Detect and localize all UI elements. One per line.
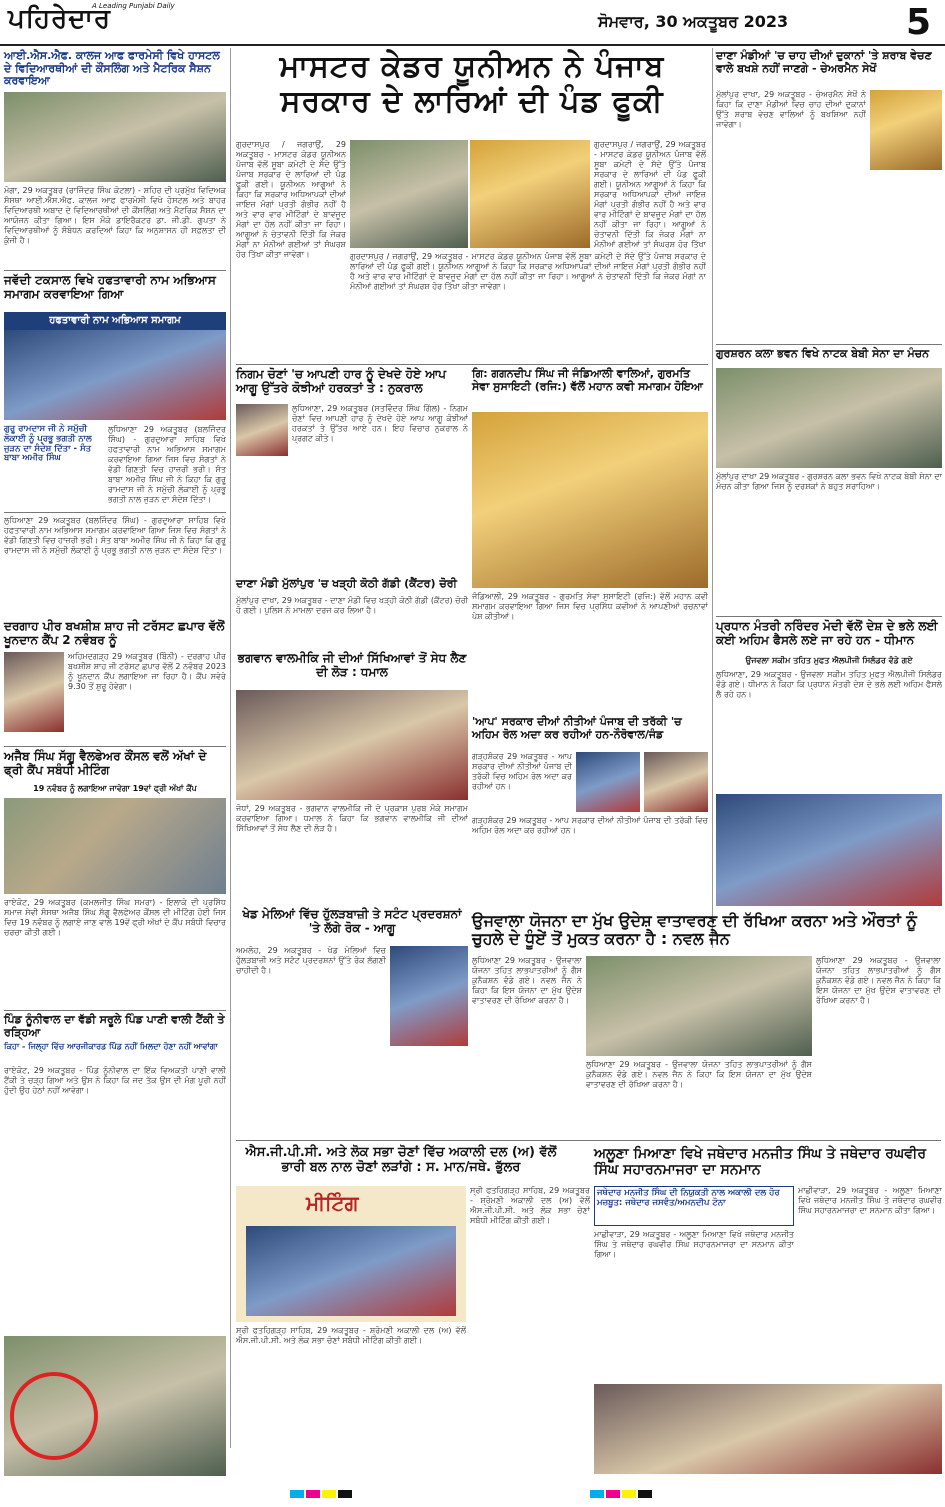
- headline-center-6: ਖੇਡ ਮੇਲਿਆਂ ਵਿੱਚ ਹੁੱਲੜਬਾਜ਼ੀ ਤੇ ਸਟੰਟ ਪ੍ਰਦਰਸ਼ਨਾਂ 'ਤੇ ਲੱਗੇ ਰੋਕ - ਆਗੂ: [242, 907, 462, 935]
- article-body: ਲੁਧਿਆਣਾ 29 ਅਕਤੂਬਰ - ਉਜਵਾਲਾ ਯੋਜਨਾ ਤਹਿਤ ਲਾਭਪਾਤਰੀਆਂ ਨੂੰ ਗੈਸ ਕੁਨੈਕਸ਼ਨ ਵੰਡੇ ਗਏ। ਨਵਲ ਜੈਨ ਨੇ ਕਿਹਾ ਕਿ ਇਸ ਯੋਜਨਾ ਦਾ ਮੁੱਖ ਉਦੇਸ਼ ਵਾਤਾਵਰਣ ਦੀ ਰੱਖਿਆ ਕਰਨਾ ਹੈ।: [816, 956, 941, 1005]
- masthead: [0, 0, 945, 46]
- headline-left-4: ਅਜੈਬ ਸਿੰਘ ਸੱਗੂ ਵੈਲਫੇਅਰ ਕੌਂਸਲ ਵਲੋਂ ਅੱਖਾਂ ਦੇ ਫ੍ਰੀ ਕੈਂਪ ਸਬੰਧੀ ਮੀਟਿੰਗ: [4, 749, 207, 777]
- photo-meeting-poster: [236, 1186, 466, 1322]
- rule: [236, 364, 708, 365]
- rule: [236, 1140, 941, 1141]
- article-body: ਗੁਰਦਾਸਪੁਰ / ਜਗਰਾਉਂ, 29 ਅਕਤੂਬਰ - ਮਾਸਟਰ ਕੇਡਰ ਯੂਨੀਅਨ ਪੰਜਾਬ ਵੱਲੋਂ ਸੂਬਾ ਕਮੇਟੀ ਦੇ ਸੱਦੇ ਉੱਤੇ ਪੰਜਾਬ ਸਰਕਾਰ ਦੇ ਲਾਰਿਆਂ ਦੀ ਪੰਡ ਫੂਕੀ ਗਈ। ਯੂਨੀਅਨ ਆਗੂਆਂ ਨੇ ਕਿਹਾ ਕਿ ਸਰਕਾਰ ਅਧਿਆਪਕਾਂ ਦੀਆਂ ਜਾਇਜ਼ ਮੰਗਾਂ ਪ੍ਰਤੀ ਗੰਭੀਰ ਨਹੀਂ ਹੈ ਅਤੇ ਵਾਰ ਵਾਰ ਮੀਟਿੰਗਾਂ ਦੇ ਬਾਵਜੂਦ ਮੰਗਾਂ ਦਾ ਹੱਲ ਨਹੀਂ ਕੀਤਾ ਜਾ ਰਿਹਾ। ਆਗੂਆਂ ਨੇ ਚੇਤਾਵਨੀ ਦਿੱਤੀ ਕਿ ਜੇਕਰ ਮੰਗਾਂ ਨਾ ਮੰਨੀਆਂ ਗਈਆਂ ਤਾਂ ਸੰਘਰਸ਼ ਹੋਰ ਤਿੱਖਾ ਕੀਤਾ ਜਾਵੇਗਾ।: [350, 252, 706, 291]
- article-body: ਗੁਰਦਾਸਪੁਰ / ਜਗਰਾਉਂ, 29 ਅਕਤੂਬਰ - ਮਾਸਟਰ ਕੇਡਰ ਯੂਨੀਅਨ ਪੰਜਾਬ ਵੱਲੋਂ ਸੂਬਾ ਕਮੇਟੀ ਦੇ ਸੱਦੇ ਉੱਤੇ ਪੰਜਾਬ ਸਰਕਾਰ ਦੇ ਲਾਰਿਆਂ ਦੀ ਪੰਡ ਫੂਕੀ ਗਈ। ਯੂਨੀਅਨ ਆਗੂਆਂ ਨੇ ਕਿਹਾ ਕਿ ਸਰਕਾਰ ਅਧਿਆਪਕਾਂ ਦੀਆਂ ਜਾਇਜ਼ ਮੰਗਾਂ ਪ੍ਰਤੀ ਗੰਭੀਰ ਨਹੀਂ ਹੈ ਅਤੇ ਵਾਰ ਵਾਰ ਮੀਟਿੰਗਾਂ ਦੇ ਬਾਵਜੂਦ ਮੰਗਾਂ ਦਾ ਹੱਲ ਨਹੀਂ ਕੀਤਾ ਜਾ ਰਿਹਾ। ਆਗੂਆਂ ਨੇ ਚੇਤਾਵਨੀ ਦਿੱਤੀ ਕਿ ਜੇਕਰ ਮੰਗਾਂ ਨਾ ਮੰਨੀਆਂ ਗਈਆਂ ਤਾਂ ਸੰਘਰਸ਼ ਹੋਰ ਤਿੱਖਾ: [594, 140, 706, 248]
- rule: [716, 344, 942, 345]
- article-body: ਲੁਧਿਆਣਾ 29 ਅਕਤੂਬਰ (ਬਲਜਿੰਦਰ ਸਿੰਘ) - ਗੁਰਦੁਆਰਾ ਸਾਹਿਬ ਵਿਖੇ ਹਫਤਾਵਾਰੀ ਨਾਮ ਅਭਿਆਸ ਸਮਾਗਮ ਕਰਵਾਇਆ ਗਿਆ ਜਿਸ ਵਿਚ ਸੰਗਤਾਂ ਨੇ ਵੱਡੀ ਗਿਣਤੀ ਵਿਚ ਹਾਜ਼ਰੀ ਭਰੀ। ਸੰਤ ਬਾਬਾ ਅਮੀਰ ਸਿੰਘ ਜੀ ਨੇ ਕਿਹਾ ਕਿ ਗੁਰੂ ਰਾਮਦਾਸ ਜੀ ਨੇ ਸਮੁੱਚੀ ਲੋਕਾਈ ਨੂੰ ਪ੍ਰਭੂ ਭਗਤੀ ਨਾਲ ਜੁੜਨ ਦਾ ਸੰਦੇਸ਼ ਦਿੱਤਾ।: [108, 425, 226, 504]
- article-body: ਸ੍ਰੀ ਫਤਹਿਗੜ੍ਹ ਸਾਹਿਬ, 29 ਅਕਤੂਬਰ - ਸ਼੍ਰੋਮਣੀ ਅਕਾਲੀ ਦਲ (ਅ) ਵੱਲੋਂ ਐਸ.ਜੀ.ਪੀ.ਸੀ. ਅਤੇ ਲੋਕ ਸਭਾ ਚੋਣਾਂ ਸਬੰਧੀ ਮੀਟਿੰਗ ਕੀਤੀ ਗਈ।: [236, 1326, 466, 1345]
- column-rule: [230, 48, 231, 1448]
- article-body: ਰਾਏਕੋਟ, 29 ਅਕਤੂਬਰ (ਕਮਲਜੀਤ ਸਿੰਘ ਸਮਰਾ) - ਇਲਾਕੇ ਦੀ ਪ੍ਰਸਿੱਧ ਸਮਾਜ ਸੇਵੀ ਸੰਸਥਾ ਅਜੈਬ ਸਿੰਘ ਸੱਗੂ ਵੈਲਫੇਅਰ ਕੌਂਸਲ ਦੀ ਮੀਟਿੰਗ ਹੋਈ ਜਿਸ ਵਿਚ 19 ਨਵੰਬਰ ਨੂੰ ਲਗਾਏ ਜਾਣ ਵਾਲੇ 19ਵੇਂ ਫ੍ਰੀ ਅੱਖਾਂ ਦੇ ਕੈਂਪ ਸਬੰਧੀ ਵਿਚਾਰ ਚਰਚਾ ਕੀਤੀ ਗਈ।: [4, 898, 226, 937]
- article-body: ਮੁੱਲਾਂਪੁਰ ਦਾਖਾ, 29 ਅਕਤੂਬਰ - ਚੇਅਰਮੈਨ ਸੇਖੋਂ ਨੇ ਕਿਹਾ ਕਿ ਦਾਣਾ ਮੰਡੀਆਂ ਵਿਚ ਚਾਹ ਦੀਆਂ ਦੁਕਾਨਾਂ ਉੱਤੇ ਸ਼ਰਾਬ ਵੇਚਣ ਵਾਲਿਆਂ ਨੂੰ ਬਖਸ਼ਿਆ ਨਹੀਂ ਜਾਵੇਗਾ।: [716, 90, 866, 129]
- rule: [4, 1010, 226, 1011]
- rule: [4, 746, 226, 747]
- headline-center-1: ਨਿਗਮ ਚੋਣਾਂ 'ਚ ਆਪਣੀ ਹਾਰ ਨੂੰ ਦੇਖਦੇ ਹੋਏ ਆਪ ਆਗੂ ਉੱਤਰੇ ਕੋਝੀਆਂ ਹਰਕਤਾਂ ਤੇ : ਨੁਕਰਾਲ: [236, 367, 446, 395]
- article-body: ਮਾਛੀਵਾੜਾ, 29 ਅਕਤੂਬਰ - ਅਲੂਣਾ ਮਿਆਣਾ ਵਿਖੇ ਜਥੇਦਾਰ ਮਨਜੀਤ ਸਿੰਘ ਤੇ ਜਥੇਦਾਰ ਰਘਵੀਰ ਸਿੰਘ ਸਹਾਰਨਮਾਜਰਾ ਦਾ ਸਨਮਾਨ ਕੀਤਾ ਗਿਆ।: [798, 1186, 942, 1215]
- headline-center-4: ਭਗਵਾਨ ਵਾਲਮੀਕਿ ਜੀ ਦੀਆਂ ਸਿੱਖਿਆਵਾਂ ਤੋਂ ਸੇਧ ਲੈਣ ਦੀ ਲੋੜ : ਧਮਾਲ: [237, 651, 467, 679]
- rule: [4, 270, 226, 271]
- cmyk-magenta: [606, 1490, 620, 1498]
- photo-portrait: [644, 752, 708, 812]
- subheadline: 19 ਨਵੰਬਰ ਨੂੰ ਲਗਾਇਆ ਜਾਵੇਗਾ 19ਵਾਂ ਫ੍ਰੀ ਅੱਖਾਂ ਕੈਂਪ: [33, 784, 197, 793]
- newspaper-title: ਪਹਿਰੇਦਾਰ: [8, 4, 111, 34]
- photo-students: [4, 92, 226, 182]
- article-body: ਮਾਛੀਵਾੜਾ, 29 ਅਕਤੂਬਰ - ਅਲੂਣਾ ਮਿਆਣਾ ਵਿਖੇ ਜਥੇਦਾਰ ਮਨਜੀਤ ਸਿੰਘ ਤੇ ਜਥੇਦਾਰ ਰਘਵੀਰ ਸਿੰਘ ਸਹਾਰਨਮਾਜਰਾ ਦਾ ਸਨਮਾਨ ਕੀਤਾ ਗਿਆ।: [594, 1230, 794, 1259]
- cmyk-cyan: [590, 1490, 604, 1498]
- photo-protest-2: [470, 140, 590, 248]
- article-body: ਅਮਲੋਹ, 29 ਅਕਤੂਬਰ - ਖੇਡ ਮੇਲਿਆਂ ਵਿਚ ਹੁੱਲੜਬਾਜ਼ੀ ਅਤੇ ਸਟੰਟ ਪ੍ਰਦਰਸ਼ਨਾਂ ਉੱਤੇ ਰੋਕ ਲੱਗਣੀ ਚਾਹੀਦੀ ਹੈ।: [236, 946, 386, 975]
- photo-protest: [350, 140, 468, 248]
- caption: ਗੁਰੂ ਰਾਮਦਾਸ ਜੀ ਨੇ ਸਮੁੱਚੀ ਲੋਕਾਈ ਨੂੰ ਪ੍ਰਭੂ ਭਗਤੀ ਨਾਲ ਜੁੜਨ ਦਾ ਸੰਦੇਸ਼ ਦਿੱਤਾ - ਸੰਤ ਬਾਬਾ ਅਮੀਰ ਸਿੰਘ: [4, 424, 92, 464]
- headline-right-1: ਦਾਣਾ ਮੰਡੀਆਂ 'ਚ ਚਾਹ ਦੀਆਂ ਦੁਕਾਨਾਂ 'ਤੇ ਸ਼ਰਾਬ ਵੇਚਣ ਵਾਲੇ ਬਖਸ਼ੇ ਨਹੀਂ ਜਾਣਗੇ - ਚੇਅਰਮੈਨ ਸੇਖੋਂ: [716, 49, 932, 75]
- rule: [716, 616, 942, 617]
- photo-meeting: [4, 798, 226, 894]
- cmyk-cyan: [290, 1490, 304, 1498]
- headline-center-3: ਦਾਣਾ ਮੰਡੀ ਮੁੱਲਾਂਪੁਰ 'ਚ ਖੜ੍ਹੀ ਕੋਠੀ ਗੱਡੀ (ਕੈਂਟਰ) ਚੋਰੀ: [236, 577, 457, 590]
- article-body: ਅਹਿਮਦਗੜ੍ਹ 29 ਅਕਤੂਬਰ (ਬਿੰਨੀ) - ਦਰਗਾਹ ਪੀਰ ਬਖਸ਼ੀਸ਼ ਸ਼ਾਹ ਜੀ ਟਰੱਸਟ ਛਪਾਰ ਵੱਲੋਂ 2 ਨਵੰਬਰ 2023 ਨੂੰ ਖੂਨਦਾਨ ਕੈਂਪ ਲਗਾਇਆ ਜਾ ਰਿਹਾ ਹੈ। ਕੈਂਪ ਸਵੇਰੇ 9.30 ਤੋਂ ਸ਼ੁਰੂ ਹੋਵੇਗਾ।: [68, 652, 226, 691]
- subheadline: ਕਿਹਾ - ਜਿਲ੍ਹਾ ਵਿੱਚ ਆਰਜੀਕਾਰਡ ਪਿੰਡ ਨਹੀਂ ਮਿਲਦਾ ਹੋਣਾ ਨਹੀਂ ਆਵਾਂਗਾ: [4, 1042, 218, 1051]
- highlight-circle: [10, 1372, 98, 1460]
- article-body: ਜੋਧਾਂ, 29 ਅਕਤੂਬਰ - ਭਗਵਾਨ ਵਾਲਮੀਕਿ ਜੀ ਦੇ ਪ੍ਰਕਾਸ਼ ਪੁਰਬ ਮੌਕੇ ਸਮਾਗਮ ਕਰਵਾਇਆ ਗਿਆ। ਧਮਾਲ ਨੇ ਕਿਹਾ ਕਿ ਭਗਵਾਨ ਵਾਲਮੀਕਿ ਜੀ ਦੀਆਂ ਸਿੱਖਿਆਵਾਂ ਤੋਂ ਸੇਧ ਲੈਣ ਦੀ ਲੋੜ ਹੈ।: [236, 804, 468, 833]
- headline-center-7: ਉਜਵਾਲਾ ਯੋਜਨਾ ਦਾ ਮੁੱਖ ਉਦੇਸ਼ ਵਾਤਾਵਰਣ ਦੀ ਰੱਖਿਆ ਕਰਨਾ ਅਤੇ ਔਰਤਾਂ ਨੂੰ ਚੁਹਲੇ ਦੇ ਧੂੰਏਂ ਤੋਂ ਮੁਕਤ ਕਰਨਾ ਹੈ : ਨਵਲ ਜੈਨ: [472, 911, 917, 949]
- highlight-box: ਜਥੇਦਾਰ ਮਨਜੀਤ ਸਿੰਘ ਦੀ ਨਿਯੁਕਤੀ ਨਾਲ ਅਕਾਲੀ ਦਲ ਹੋਰ ਮਜ਼ਬੂਤ: ਜਥੇਦਾਰ ਜਸਵੰਤ/ਅਮਨਦੀਪ ਟੋਨਾ: [594, 1186, 794, 1226]
- event-banner: ਹਫਤਾਵਾਰੀ ਨਾਮ ਅਭਿਆਸ ਸਮਾਗਮ: [4, 312, 226, 330]
- photo-valmiki: [236, 690, 468, 800]
- photo-sanmaan: [594, 1384, 942, 1474]
- headline-right-2: ਗੁਰਸ਼ਰਨ ਕਲਾ ਭਵਨ ਵਿਖੇ ਨਾਟਕ ਬੇਬੀ ਸੇਨਾ ਦਾ ਮੰਚਨ: [716, 347, 930, 360]
- headline-main: ਮਾਸਟਰ ਕੇਡਰ ਯੂਨੀਅਨ ਨੇ ਪੰਜਾਬ ਸਰਕਾਰ ਦੇ ਲਾਰਿਆਂ ਦੀ ਪੰਡ ਫੂਕੀ: [279, 49, 665, 119]
- photo-portrait: [236, 404, 288, 456]
- cmyk-magenta: [306, 1490, 320, 1498]
- headline-right-4: ਅਲੂਣਾ ਮਿਆਣਾ ਵਿਖੇ ਜਥੇਦਾਰ ਮਨਜੀਤ ਸਿੰਘ ਤੇ ਜਥੇਦਾਰ ਰਘਵੀਰ ਸਿੰਘ ਸਹਾਰਨਮਾਜਰਾ ਦਾ ਸਨਮਾਨ: [594, 1146, 927, 1179]
- photo-portrait: [4, 652, 64, 732]
- cmyk-yellow: [322, 1490, 336, 1498]
- photo-samagam: [4, 330, 226, 420]
- photo-cylinder-distribution: [716, 794, 942, 906]
- poster-title: ਮੀਟਿੰਗ: [306, 1191, 359, 1215]
- headline-left-5: ਪਿੰਡ ਨੂੰਨੀਵਾਲ ਦਾ ਵੱਡੀ ਸਰੂਲੇ ਪਿੰਡ ਪਾਣੀ ਵਾਲੀ ਟੈਂਕੀ ਤੇ ਰੜ੍ਹਿਆ: [4, 1013, 225, 1039]
- photo-ujjwala: [586, 956, 812, 1056]
- article-body: ਗੜ੍ਹਸ਼ੰਕਰ 29 ਅਕਤੂਬਰ - ਆਪ ਸਰਕਾਰ ਦੀਆਂ ਨੀਤੀਆਂ ਪੰਜਾਬ ਦੀ ਤਰੱਕੀ ਵਿਚ ਅਹਿਮ ਰੋਲ ਅਦਾ ਕਰ ਰਹੀਆਂ ਹਨ।: [472, 752, 572, 791]
- headline-center-5: 'ਆਪ' ਸਰਕਾਰ ਦੀਆਂ ਨੀਤੀਆਂ ਪੰਜਾਬ ਦੀ ਤਰੱਕੀ 'ਚ ਅਹਿਮ ਰੋਲ ਅਦਾ ਕਰ ਰਹੀਆਂ ਹਨ-ਨੌਰੋਵਾਲ/ਜੰਡ: [472, 715, 682, 741]
- rule: [4, 512, 226, 513]
- headline-left-2: ਜਵੱਦੀ ਟਕਸਾਲ ਵਿਖੇ ਹਫਤਾਵਾਰੀ ਨਾਮ ਅਭਿਆਸ ਸਮਾਗਮ ਕਰਵਾਇਆ ਗਿਆ: [4, 273, 216, 301]
- article-body: ਮੋਗਾ, 29 ਅਕਤੂਬਰ (ਰਾਜਿੰਦਰ ਸਿੰਘ ਕੋਟਲਾ) - ਸ਼ਹਿਰ ਦੀ ਪ੍ਰਮੁੱਖ ਵਿਦਿਅਕ ਸੰਸਥਾ ਆਈ.ਐਸ.ਐਫ. ਕਾਲਜ ਆਫ ਫਾਰਮੇਸੀ ਵਿਖੇ ਹੋਸਟਲ ਅਤੇ ਬਾਹਰ ਵਿਦਿਆਰਥੀ ਅਬਾਦ ਦੇ ਵਿਦਿਆਰਥੀਆਂ ਦੀ ਕੌਂਸਲਿੰਗ ਅਤੇ ਮੈਟਰਿਕ ਸੈਸ਼ਨ ਦਾ ਆਯੋਜਨ ਕੀਤਾ ਗਿਆ। ਇਸ ਮੌਕੇ ਡਾਇਰੈਕਟਰ ਡਾ. ਜੀ.ਡੀ. ਗੁਪਤਾ ਨੇ ਵਿਦਿਆਰਥੀਆਂ ਨੂੰ ਸੰਬੋਧਨ ਕਰਦਿਆਂ ਕਿਹਾ ਕਿ ਅਨੁਸ਼ਾਸਨ ਹੀ ਸਫ਼ਲਤਾ ਦੀ ਕੁੰਜੀ ਹੈ।: [4, 186, 226, 245]
- article-body: ਲੁਧਿਆਣਾ 29 ਅਕਤੂਬਰ - ਉਜਵਾਲਾ ਯੋਜਨਾ ਤਹਿਤ ਲਾਭਪਾਤਰੀਆਂ ਨੂੰ ਗੈਸ ਕੁਨੈਕਸ਼ਨ ਵੰਡੇ ਗਏ। ਨਵਲ ਜੈਨ ਨੇ ਕਿਹਾ ਕਿ ਇਸ ਯੋਜਨਾ ਦਾ ਮੁੱਖ ਉਦੇਸ਼ ਵਾਤਾਵਰਣ ਦੀ ਰੱਖਿਆ ਕਰਨਾ ਹੈ।: [586, 1060, 812, 1089]
- article-body: ਲੁਧਿਆਣਾ, 29 ਅਕਤੂਬਰ (ਸਤਵਿੰਦਰ ਸਿੰਘ ਗਿੱਲ) - ਨਿਗਮ ਚੋਣਾਂ ਵਿਚ ਆਪਣੀ ਹਾਰ ਨੂੰ ਦੇਖਦੇ ਹੋਏ ਆਪ ਆਗੂ ਕੋਝੀਆਂ ਹਰਕਤਾਂ ਤੇ ਉੱਤਰ ਆਏ ਹਨ। ਇਹ ਵਿਚਾਰ ਨੁਕਰਾਲ ਨੇ ਪ੍ਰਗਟ ਕੀਤੇ।: [292, 404, 468, 443]
- page-number: 5: [905, 2, 931, 43]
- headline-left-1: ਆਈ.ਐਸ.ਐਫ. ਕਾਲਜ ਆਫ ਫਾਰਮੇਸੀ ਵਿਖੇ ਹਾਸਟਲ ਦੇ ਵਿਦਿਆਰਥੀਆਂ ਦੀ ਕੌਂਸਲਿੰਗ ਅਤੇ ਮੈਟਰਿਕ ਸੈਸ਼ਨ ਕਰਵਾਇਆ: [4, 49, 220, 88]
- headline-center-8: ਐਸ.ਜੀ.ਪੀ.ਸੀ. ਅਤੇ ਲੋਕ ਸਭਾ ਚੋਣਾਂ ਵਿੱਚ ਅਕਾਲੀ ਦਲ (ਅ) ਵੱਲੋਂ ਭਾਰੀ ਬਲ ਨਾਲ ਚੋਣਾਂ ਲੜਾਂਗੇ : ਸ. ਮਾਨ/ਜਥੇ. ਭੁੱਲਰ: [245, 1145, 557, 1175]
- tagline: A Leading Punjabi Daily: [92, 2, 175, 10]
- article-body: ਸ੍ਰੀ ਫਤਹਿਗੜ੍ਹ ਸਾਹਿਬ, 29 ਅਕਤੂਬਰ - ਸ਼੍ਰੋਮਣੀ ਅਕਾਲੀ ਦਲ (ਅ) ਵੱਲੋਂ ਐਸ.ਜੀ.ਪੀ.ਸੀ. ਅਤੇ ਲੋਕ ਸਭਾ ਚੋਣਾਂ ਸਬੰਧੀ ਮੀਟਿੰਗ ਕੀਤੀ ਗਈ।: [470, 1186, 590, 1225]
- column-rule: [712, 48, 713, 948]
- article-body: ਗੁਰਦਾਸਪੁਰ / ਜਗਰਾਉਂ, 29 ਅਕਤੂਬਰ - ਮਾਸਟਰ ਕੇਡਰ ਯੂਨੀਅਨ ਪੰਜਾਬ ਵੱਲੋਂ ਸੂਬਾ ਕਮੇਟੀ ਦੇ ਸੱਦੇ ਉੱਤੇ ਪੰਜਾਬ ਸਰਕਾਰ ਦੇ ਲਾਰਿਆਂ ਦੀ ਪੰਡ ਫੂਕੀ ਗਈ। ਯੂਨੀਅਨ ਆਗੂਆਂ ਨੇ ਕਿਹਾ ਕਿ ਸਰਕਾਰ ਅਧਿਆਪਕਾਂ ਦੀਆਂ ਜਾਇਜ਼ ਮੰਗਾਂ ਪ੍ਰਤੀ ਗੰਭੀਰ ਨਹੀਂ ਹੈ ਅਤੇ ਵਾਰ ਵਾਰ ਮੀਟਿੰਗਾਂ ਦੇ ਬਾਵਜੂਦ ਮੰਗਾਂ ਦਾ ਹੱਲ ਨਹੀਂ ਕੀਤਾ ਜਾ ਰਿਹਾ। ਆਗੂਆਂ ਨੇ ਚੇਤਾਵਨੀ ਦਿੱਤੀ ਕਿ ਜੇਕਰ ਮੰਗਾਂ ਨਾ ਮੰਨੀਆਂ ਗਈਆਂ ਤਾਂ ਸੰਘਰਸ਼ ਹੋਰ ਤਿੱਖਾ ਕੀਤਾ ਜਾਵੇਗਾ।: [236, 140, 346, 259]
- article-body: ਮੁੱਲਾਂਪੁਰ ਦਾਖਾ, 29 ਅਕਤੂਬਰ - ਦਾਣਾ ਮੰਡੀ ਵਿਚ ਖੜ੍ਹੀ ਕੋਠੀ ਗੱਡੀ (ਕੈਂਟਰ) ਚੋਰੀ ਹੋ ਗਈ। ਪੁਲਿਸ ਨੇ ਮਾਮਲਾ ਦਰਜ ਕਰ ਲਿਆ ਹੈ।: [236, 596, 468, 615]
- article-body: ਗੜ੍ਹਸ਼ੰਕਰ 29 ਅਕਤੂਬਰ - ਆਪ ਸਰਕਾਰ ਦੀਆਂ ਨੀਤੀਆਂ ਪੰਜਾਬ ਦੀ ਤਰੱਕੀ ਵਿਚ ਅਹਿਮ ਰੋਲ ਅਦਾ ਕਰ ਰਹੀਆਂ ਹਨ।: [472, 816, 708, 835]
- photo-portrait: [576, 752, 640, 812]
- photo-kavi-samagam: [472, 412, 708, 588]
- headline-left-3: ਦਰਗਾਹ ਪੀਰ ਬਖਸ਼ੀਸ਼ ਸ਼ਾਹ ਜੀ ਟਰੱਸਟ ਛਪਾਰ ਵੱਲੋਂ ਖੂਨਦਾਨ ਕੈਂਪ 2 ਨਵੰਬਰ ਨੂੰ: [4, 619, 225, 647]
- subheadline: ਉਜਵਲਾ ਸਕੀਮ ਤਹਿਤ ਮੁਫਤ ਐਲਪੀਜੀ ਸਿਲੰਡਰ ਵੰਡੇ ਗਏ: [745, 656, 913, 665]
- photo-natak: [716, 368, 942, 468]
- headline-right-3: ਪ੍ਰਧਾਨ ਮੰਤਰੀ ਨਰਿੰਦਰ ਮੋਦੀ ਵੱਲੋਂ ਦੇਸ਼ ਦੇ ਭਲੇ ਲਈ ਕਈ ਅਹਿਮ ਫੈਸਲੇ ਲਏ ਜਾ ਰਹੇ ਹਨ - ਧੀਮਾਨ: [716, 619, 938, 647]
- cmyk-black: [638, 1490, 652, 1498]
- article-body: ਲੁਧਿਆਣਾ 29 ਅਕਤੂਬਰ - ਉਜਵਾਲਾ ਯੋਜਨਾ ਤਹਿਤ ਲਾਭਪਾਤਰੀਆਂ ਨੂੰ ਗੈਸ ਕੁਨੈਕਸ਼ਨ ਵੰਡੇ ਗਏ। ਨਵਲ ਜੈਨ ਨੇ ਕਿਹਾ ਕਿ ਇਸ ਯੋਜਨਾ ਦਾ ਮੁੱਖ ਉਦੇਸ਼ ਵਾਤਾਵਰਣ ਦੀ ਰੱਖਿਆ ਕਰਨਾ ਹੈ।: [472, 956, 582, 1005]
- headline-center-2: ਗਿ: ਗਗਨਦੀਪ ਸਿੰਘ ਜੀ ਜੰਡਿਆਲੀ ਵਾਲਿਆਂ, ਗੁਰਮਤਿ ਸੇਵਾ ਸੁਸਾਇਟੀ (ਰਜਿ:) ਵੱਲੋਂ ਮਹਾਨ ਕਵੀ ਸਮਾਗਮ ਹੋਇਆ: [472, 367, 703, 393]
- article-body: ਲੁਧਿਆਣਾ 29 ਅਕਤੂਬਰ (ਬਲਜਿੰਦਰ ਸਿੰਘ) - ਗੁਰਦੁਆਰਾ ਸਾਹਿਬ ਵਿਖੇ ਹਫਤਾਵਾਰੀ ਨਾਮ ਅਭਿਆਸ ਸਮਾਗਮ ਕਰਵਾਇਆ ਗਿਆ ਜਿਸ ਵਿਚ ਸੰਗਤਾਂ ਨੇ ਵੱਡੀ ਗਿਣਤੀ ਵਿਚ ਹਾਜ਼ਰੀ ਭਰੀ। ਸੰਤ ਬਾਬਾ ਅਮੀਰ ਸਿੰਘ ਜੀ ਨੇ ਕਿਹਾ ਕਿ ਗੁਰੂ ਰਾਮਦਾਸ ਜੀ ਨੇ ਸਮੁੱਚੀ ਲੋਕਾਈ ਨੂੰ ਪ੍ਰਭੂ ਭਗਤੀ ਨਾਲ ਜੁੜਨ ਦਾ ਸੰਦੇਸ਼ ਦਿੱਤਾ।: [4, 516, 226, 555]
- photo-portrait: [390, 946, 468, 1046]
- photo-portrait: [870, 90, 942, 170]
- article-body: ਜੰਡਿਆਲੀ, 29 ਅਕਤੂਬਰ - ਗੁਰਮਤਿ ਸੇਵਾ ਸੁਸਾਇਟੀ (ਰਜਿ:) ਵੱਲੋਂ ਮਹਾਨ ਕਵੀ ਸਮਾਗਮ ਕਰਵਾਇਆ ਗਿਆ ਜਿਸ ਵਿਚ ਪ੍ਰਸਿੱਧ ਕਵੀਆਂ ਨੇ ਆਪਣੀਆਂ ਰਚਨਾਵਾਂ ਪੇਸ਼ ਕੀਤੀਆਂ।: [472, 592, 708, 621]
- photo-speakers: [246, 1226, 456, 1316]
- article-body: ਲੁਧਿਆਣਾ, 29 ਅਕਤੂਬਰ - ਉਜਵਲਾ ਸਕੀਮ ਤਹਿਤ ਮੁਫਤ ਐਲਪੀਜੀ ਸਿਲੰਡਰ ਵੰਡੇ ਗਏ। ਧੀਮਾਨ ਨੇ ਕਿਹਾ ਕਿ ਪ੍ਰਧਾਨ ਮੰਤਰੀ ਦੇਸ਼ ਦੇ ਭਲੇ ਲਈ ਅਹਿਮ ਫੈਸਲੇ ਲੈ ਰਹੇ ਹਨ।: [716, 670, 942, 699]
- article-body: ਮੁੱਲਾਂਪੁਰ ਦਾਖਾ 29 ਅਕਤੂਬਰ - ਗੁਰਸ਼ਰਨ ਕਲਾ ਭਵਨ ਵਿਖੇ ਨਾਟਕ ਬੇਬੀ ਸੇਨਾ ਦਾ ਮੰਚਨ ਕੀਤਾ ਗਿਆ ਜਿਸ ਨੂੰ ਦਰਸ਼ਕਾਂ ਨੇ ਬਹੁਤ ਸਰਾਹਿਆ।: [716, 472, 942, 491]
- issue-date: ਸੋਮਵਾਰ, 30 ਅਕਤੂਬਰ 2023: [598, 12, 789, 31]
- article-body: ਰਾਏਕੋਟ, 29 ਅਕਤੂਬਰ - ਪਿੰਡ ਨੂੰਨੀਵਾਲ ਦਾ ਇੱਕ ਵਿਅਕਤੀ ਪਾਣੀ ਵਾਲੀ ਟੈਂਕੀ ਤੇ ਚੜ੍ਹ ਗਿਆ ਅਤੇ ਉਸ ਨੇ ਕਿਹਾ ਕਿ ਜਦ ਤੱਕ ਉਸ ਦੀ ਮੰਗ ਪੂਰੀ ਨਹੀਂ ਹੁੰਦੀ ਉਹ ਹੇਠਾਂ ਨਹੀਂ ਆਵੇਗਾ।: [4, 1066, 226, 1095]
- cmyk-black: [338, 1490, 352, 1498]
- cmyk-yellow: [622, 1490, 636, 1498]
